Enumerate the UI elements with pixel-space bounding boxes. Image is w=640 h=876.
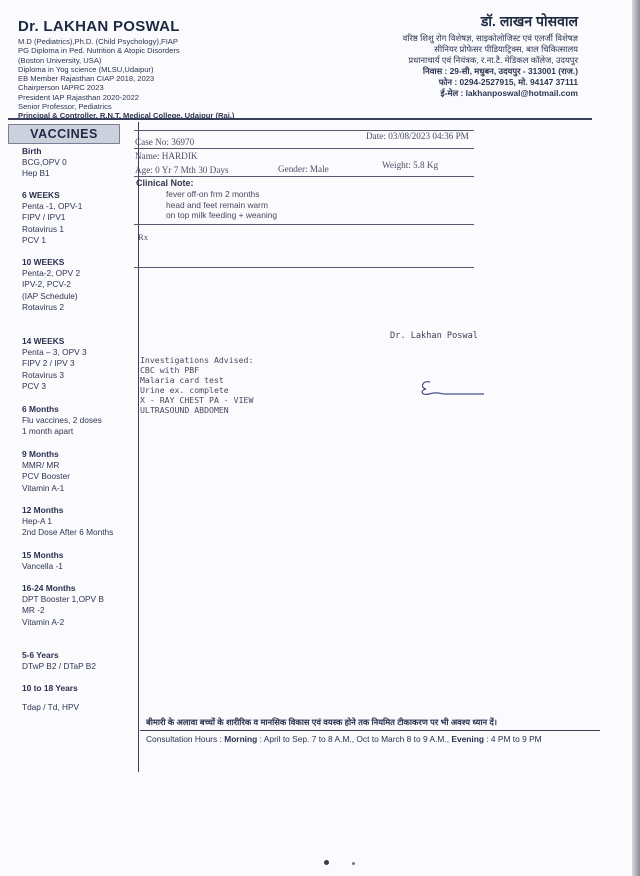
vaccine-item: DPT Booster 1,OPV B xyxy=(22,594,104,604)
vaccine-group-heading: 16-24 Months xyxy=(22,583,76,593)
email-line: ई-मेल : lakhanposwal@hotmail.com xyxy=(440,88,578,98)
vaccine-group-6-months xyxy=(22,404,140,438)
qualification-line: President IAP Rajasthan 2020-2022 xyxy=(18,92,140,102)
vaccine-item: (IAP Schedule) xyxy=(22,290,78,301)
vaccine-group-heading: 15 Months xyxy=(22,550,64,560)
scan-speck xyxy=(352,862,355,865)
case-rule xyxy=(134,148,474,149)
vaccine-group-16-24-months xyxy=(22,583,140,628)
doctor-name: Dr. LAKHAN POSWAL xyxy=(18,18,180,35)
footer-divider xyxy=(140,730,600,731)
vaccine-group-heading: 10 to 18 Years xyxy=(22,683,78,693)
investigation-item: ULTRASOUND ABDOMEN xyxy=(140,405,229,415)
vaccine-item: Flu vaccines, 2 doses xyxy=(22,415,102,425)
vaccines-title: VACCINES xyxy=(8,124,120,144)
patient-gender: Gender: Male xyxy=(278,164,329,174)
note-rule xyxy=(134,224,474,225)
hindi-title-line: सीनियर प्रोफेसर पीडियाट्रिक्स, बाल चिकित्सालय xyxy=(434,44,578,54)
evening-label: Evening xyxy=(451,734,484,744)
vaccine-item: Tdap / Td, HPV xyxy=(22,702,80,712)
hours-label: Consultation Hours : xyxy=(146,734,225,744)
vaccine-group-5-6-years xyxy=(22,650,140,672)
morning-hours: : April to Sep. 7 to 8 A.M., Oct to March 8 to 9 A.M., xyxy=(257,734,452,744)
vaccine-item: BCG,OPV 0 xyxy=(22,157,67,167)
investigations-title: Investigations Advised: xyxy=(140,355,254,365)
vaccine-item: Vitamin A-1 xyxy=(22,482,65,493)
details-rule xyxy=(134,176,474,177)
vaccine-item: Rotavirus 1 xyxy=(22,223,64,234)
vaccine-group-heading: Birth xyxy=(22,146,42,156)
patient-weight: Weight: 5.8 Kg xyxy=(382,160,439,170)
vaccine-group-10-18-years xyxy=(22,683,140,713)
vaccine-group-heading: 6 Months xyxy=(22,404,59,414)
vaccine-group-heading: 6 WEEKS xyxy=(22,190,60,200)
doctor-details-hindi xyxy=(308,12,578,99)
hindi-title-line: वरिष्ठ शिशु रोग विशेषज्ञ, साइकोलोजिस्ट एवं एलर्जी विशेषज्ञ xyxy=(402,33,578,43)
vaccine-item: FIPV 2 / IPV 3 xyxy=(22,358,75,369)
vaccine-item: Hep B1 xyxy=(22,168,50,179)
vaccine-group-heading: 5-6 Years xyxy=(22,650,59,660)
vaccine-item: Vancella -1 xyxy=(22,561,63,571)
phone-line: फोन : 0294-2527915, मो. 94147 37111 xyxy=(438,77,578,87)
signature-scribble xyxy=(418,376,488,400)
vaccine-group-14-weeks xyxy=(22,336,140,392)
vaccine-group-10-weeks xyxy=(22,257,140,313)
clinical-note-line: head and feet remain warm xyxy=(166,200,268,210)
investigation-item: CBC with PBF xyxy=(140,365,200,375)
vaccine-item: DTwP B2 / DTaP B2 xyxy=(22,661,96,671)
scan-speck xyxy=(324,860,329,865)
vaccine-item: Penta-2, OPV 2 xyxy=(22,268,81,278)
footer-advice-hindi: बीमारी के अलावा बच्चों के शारीरिक व मानसिक विकास एवं वयस्क होने तक नियमित टीकाकरण पर भी अवश्य ध्यान दें। xyxy=(146,717,497,727)
qualification-line: Senior Professor, Pediatrics xyxy=(18,102,112,112)
consultation-hours xyxy=(146,734,542,744)
vaccine-group-birth xyxy=(22,146,140,180)
case-number: Case No: 36970 xyxy=(135,137,195,147)
vaccine-group-12-months xyxy=(22,505,140,539)
vaccine-group-9-months xyxy=(22,449,140,494)
vaccine-group-6-weeks xyxy=(22,190,140,246)
clinical-note-title: Clinical Note: xyxy=(136,178,194,188)
doctor-name-hindi: डॉ. लाखन पोसवाल xyxy=(480,13,578,29)
vaccine-group-heading: 10 WEEKS xyxy=(22,257,65,267)
vaccine-group-heading: 12 Months xyxy=(22,505,64,515)
rx-label: Rx xyxy=(138,232,149,242)
vaccine-item: FIPV / IPV1 xyxy=(22,212,66,223)
vaccine-item: PCV 1 xyxy=(22,234,46,245)
vaccine-item: Rotavirus 3 xyxy=(22,369,64,380)
designation-line: Principal & Controller, R.N.T. Medical College, Udaipur (Raj.) xyxy=(18,111,235,121)
vaccine-item: 1 month apart xyxy=(22,426,74,437)
vaccine-item: Penta – 3, OPV 3 xyxy=(22,347,87,357)
investigation-item: X - RAY CHEST PA - VIEW xyxy=(140,395,254,405)
vaccine-item: MR -2 xyxy=(22,605,45,616)
visit-date: Date: 03/08/2023 04:36 PM xyxy=(366,131,469,141)
investigation-item: Urine ex. complete xyxy=(140,385,229,395)
hindi-title-line: प्रधानाचार्य एवं नियंत्रक, र.ना.टै. मेडिकल कॉलेज, उदयपुर xyxy=(408,55,578,65)
vaccine-sidebar xyxy=(8,122,139,772)
qualification-line: (Boston University, USA) xyxy=(18,55,102,65)
rx-rule xyxy=(134,267,474,268)
vaccine-item: 2nd Dose After 6 Months xyxy=(22,527,114,538)
vaccine-item: Rotavirus 2 xyxy=(22,301,64,312)
vaccine-group-heading: 9 Months xyxy=(22,449,59,459)
evening-hours: : 4 PM to 9 PM xyxy=(483,734,542,744)
vaccine-item: PCV Booster xyxy=(22,471,70,482)
signature-name: Dr. Lakhan Poswal xyxy=(390,331,478,341)
doctor-details-english xyxy=(18,18,338,121)
vaccine-group-heading: 14 WEEKS xyxy=(22,336,65,346)
vaccine-item: Hep-A 1 xyxy=(22,516,52,526)
clinical-note-line: fever off-on frm 2 months xyxy=(166,189,260,199)
qualification-line: M.D (Pediatrics),Ph.D. (Child Psychology),FIAP xyxy=(18,37,178,46)
vaccine-item: PCV 3 xyxy=(22,380,46,391)
qualification-line: Diploma in Yog science (MLSU,Udaipur) xyxy=(18,64,154,74)
investigation-item: Malaria card test xyxy=(140,375,224,385)
morning-label: Morning xyxy=(224,734,258,744)
header-divider xyxy=(8,118,592,120)
page-edge-shadow xyxy=(632,0,640,876)
qualification-line: Chairperson IAPRC 2023 xyxy=(18,83,104,93)
address-line: निवास : 29-सी, मधुबन, उदयपुर - 313001 (राज.) xyxy=(422,66,578,76)
vaccine-item: Vitamin A-2 xyxy=(22,616,65,627)
vaccine-item: MMR/ MR xyxy=(22,460,60,470)
qualification-line: PG Diploma in Ped. Nutrition & Atopic Disorders xyxy=(18,46,180,56)
patient-age: Age: 0 Yr 7 Mth 30 Days xyxy=(135,165,229,175)
vaccine-item: IPV-2, PCV-2 xyxy=(22,279,71,290)
patient-name: Name: HARDIK xyxy=(135,151,198,161)
clinical-note-line: on top milk feeding + weaning xyxy=(166,210,278,220)
vaccine-item: Penta -1, OPV-1 xyxy=(22,201,83,211)
qualification-line: EB Member Rajasthan CIAP 2018, 2023 xyxy=(18,74,155,84)
vaccine-group-15-months xyxy=(22,550,140,572)
